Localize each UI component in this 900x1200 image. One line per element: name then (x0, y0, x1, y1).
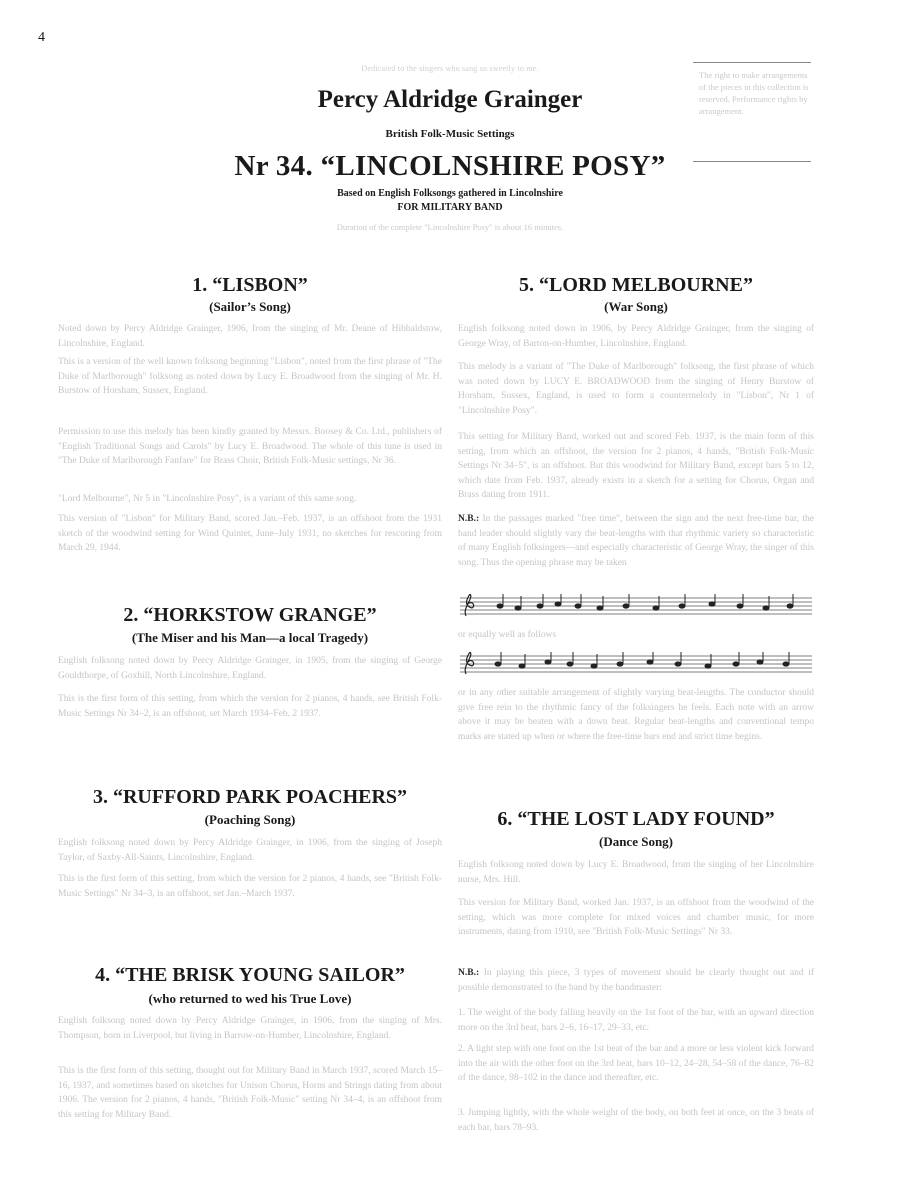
section-3-title: 3. “RUFFORD PARK POACHERS” (92, 786, 408, 808)
dedication: Dedicated to the singers who sang so sweetly to me. (361, 64, 539, 73)
section-1-para: "Lord Melbourne", Nr 5 in "Lincolnshire Posy", is a variant of this same song. (58, 494, 357, 504)
section-6-list-item: 3. Jumping lightly, with the whole weight of the body, on both feet at once, on the 3 beats of each bar, bars 78–93. (458, 1108, 814, 1133)
music-example-2 (460, 652, 812, 676)
composer-name: Percy Aldridge Grainger (317, 86, 583, 113)
section-6-list-item: 2. A light step with one foot on the 1st beat of the bar and a more or less violent kick forward into the air with the other foot on the 3rd beat, bars 10–12, 24–28, 54–58 of the dance, 76–82 of the dance, 98–102 in the dance and thereafter, etc. (458, 1044, 814, 1083)
rights-note-box: The right to make arrangements of the pieces in this collection is reserved. Performance rights by arrangement. (693, 62, 811, 162)
section-3-para: English folksong noted down by Percy Aldridge Grainger, in 1906, from the singing of Joseph Taylor, of Saxby-All-Saints, Lincolnshire, England. (58, 838, 442, 863)
nb-label: N.B.: (458, 514, 480, 524)
section-1-para: This is a version of the well known folksong beginning "Lisbon", noted from the first phrase of "The Duke of Marlborough" folksong as noted down by Lucy E. Broadwood from the singing of Mr. H. Burstow of Horsham, Sussex, England. (58, 357, 442, 396)
section-4-title: 4. “THE BRISK YOUNG SAILOR” (95, 964, 405, 986)
page-number: 4 (38, 30, 45, 45)
section-5-para: This setting for Military Band, worked out and scored Feb. 1937, is the main form of this setting, from which an offshoot, the version for 2 pianos, 4 hands, "British Folk-Music Settings Nr 34–5", is an offshoot. But this woodwind for Military Band, except bars 5 to 12, which date from Feb. 1937, already exists in a sketch for a setting for Chorus, Organ and Brass dating from 1911. (458, 432, 814, 500)
subtitle-instrumentation: FOR MILITARY BAND (397, 202, 503, 213)
work-title: Nr 34. “LINCOLNSHIRE POSY” (234, 150, 666, 182)
series-title: British Folk-Music Settings (385, 128, 515, 140)
section-2-para: This is the first form of this setting, from which the version for 2 pianos, 4 hands, see British Folk-Music Settings Nr 34–2, is an offshoot, set March 1934–Feb. 2 1937. (58, 694, 442, 719)
section-5-para: This melody is a variant of "The Duke of Marlborough" folksong, the first phrase of which was noted down by LUCY E. BROADWOOD from the singing of Henry Burstow of Horsham, Sussex, England, is used to form a countermelody in "Lisbon", Nr 1 of "Lincolnshire Posy". (458, 362, 814, 416)
section-2-subtitle: (The Miser and his Man—a local Tragedy) (131, 630, 369, 645)
section-6-nb-para (458, 966, 814, 995)
section-3-subtitle: (Poaching Song) (204, 812, 296, 827)
section-5-para: or in any other suitable arrangement of slightly varying beat-lengths. The conductor should give free rein to the rhythmic fancy of the folksingers he feels. Each note with an arrow above it may be beaten with a down beat. Regular beat-lengths and conventional tempo marks are stated up when or where the free-time bars end and strict time begins. (458, 688, 814, 742)
section-1-title: 1. “LISBON” (192, 274, 308, 296)
section-6-para: This version for Military Band, worked Jan. 1937, is an offshoot from the woodwind of the setting, which was more complete for mixed voices and chamber music, for more instruments, dating from 1910, see "British Folk-Music Settings" Nr 33. (458, 898, 814, 937)
section-1-para: Noted down by Percy Aldridge Grainger, 1906, from the singing of Mr. Deane of Hibbaldstow, Lincolnshire, England. (58, 324, 442, 349)
section-5-subtitle: (War Song) (604, 299, 668, 314)
section-5-nb-para (458, 512, 814, 570)
section-6-para: English folksong noted down by Lucy E. Broadwood, from the singing of her Lincolnshire nurse, Mrs. Hill. (458, 860, 814, 885)
section-6-title: 6. “THE LOST LADY FOUND” (497, 808, 775, 830)
music-example-1 (460, 594, 812, 618)
section-3-para: This is the first form of this setting, from which the version for 2 pianos, 4 hands, see "British Folk-Music Settings" Nr 34–3, is an offshoot, set Jan.–March 1937. (58, 874, 442, 899)
section-5-title: 5. “LORD MELBOURNE” (519, 274, 753, 296)
section-6-subtitle: (Dance Song) (598, 834, 674, 849)
section-5-nb-text: In the passages marked "free time", between the sign and the next free-time bar, the band leader should slightly vary the beat-lengths with that rhythmic variety so characteristic of many English folksingers—and especially characteristic of George Wray, the singer of this song. Thus the opening phrase may be taken (458, 514, 814, 568)
section-2-para: English folksong noted down by Percy Aldridge Grainger, in 1905, from the singing of George Gouldthorpe, of Goxhill, North Lincolnshire, England. (58, 656, 442, 681)
section-1-subtitle: (Sailor’s Song) (209, 299, 291, 314)
section-1-para: Permission to use this melody has been kindly granted by Messrs. Boosey & Co. Ltd., publishers of "English Traditional Songs and Carols" by Lucy E. Broadwood. The whole of this tune is used in "The Duke of Marlborough Fanfare" for Brass Choir, British Folk-Music settings, Nr 36. (58, 427, 442, 466)
section-1-para: This version of "Lisbon" for Military Band, scored Jan.–Feb. 1937, is an offshoot from the 1931 sketch of the woodwind setting for Wind Quintet, June–July 1931, no sketches for rescoring from March 29, 1944. (58, 514, 442, 553)
section-6-list-item: 1. The weight of the body falling heavily on the 1st foot of the bar, with an upward direction more on the 3rd beat, bars 2–6, 16–17, 29–33, etc. (458, 1008, 814, 1033)
staff-notation (460, 652, 812, 676)
section-2-title: 2. “HORKSTOW GRANGE” (123, 604, 377, 626)
section-6-nb-text: In playing this piece, 3 types of movement should be clearly thought out and if possible demonstrated to the band by the bandmaster: (458, 968, 814, 993)
section-5-para: English folksong noted down in 1906, by Percy Aldridge Grainger, from the singing of George Wray, of Barton-on-Humber, Lincolnshire, England. (458, 324, 814, 349)
section-4-para: This is the first form of this setting, thought out for Military Band in March 1937, scored March 15–16, 1937, and sometimes based on sketches for Unison Chorus, Horns and Strings dating from about 1906. The version for 2 pianos, 4 hands, "British Folk-Music" setting Nr 34–4, is an offshoot from this setting for Military Band. (58, 1066, 442, 1120)
section-5-para: or equally well as follows (458, 630, 557, 640)
work-subtitle (250, 187, 650, 215)
section-4-para: English folksong noted down by Percy Aldridge Grainger, in 1906, from the singing of Mrs. Thompson, born in Liverpool, but living in Barrow-on-Humber, Lincolnshire, England. (58, 1016, 442, 1041)
staff-notation (460, 594, 812, 618)
nb-label: N.B.: (458, 968, 480, 978)
section-4-subtitle: (who returned to wed his True Love) (148, 991, 352, 1006)
performance-note: Duration of the complete "Lincolnshire Posy" is about 16 minutes. (336, 222, 564, 232)
subtitle-line: Based on English Folksongs gathered in Lincolnshire (337, 188, 563, 199)
